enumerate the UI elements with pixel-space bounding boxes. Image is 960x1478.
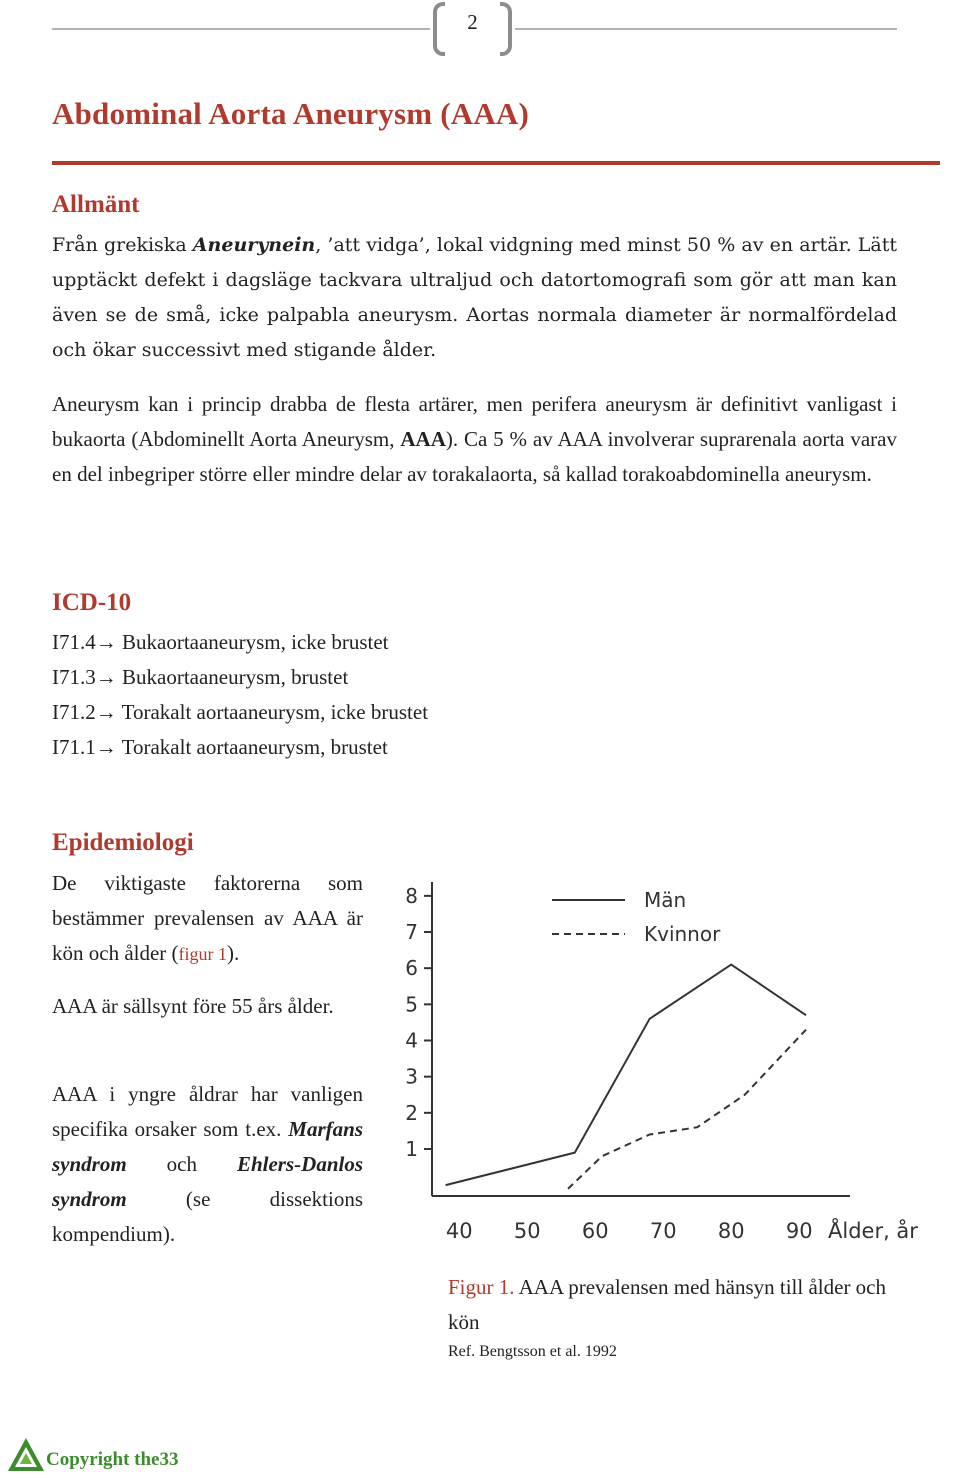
x-tick-label: 70 <box>649 1219 677 1243</box>
icd-item <box>52 700 428 725</box>
y-tick-label: 6 <box>405 956 418 981</box>
x-tick-label: 90 <box>785 1219 813 1243</box>
series-line-kvinnor <box>568 1030 806 1189</box>
figure-label: Figur 1. <box>448 1275 515 1299</box>
arrow-right-icon: → <box>95 665 117 689</box>
legend-label: Män <box>644 888 687 912</box>
epidemiologi-paragraph-1 <box>52 866 363 972</box>
page-number-bracket-right <box>500 2 512 56</box>
x-tick-label: 50 <box>513 1219 541 1243</box>
header-rule-right <box>515 28 897 30</box>
icd-text: Bukaortaaneurysm, icke brustet <box>116 630 389 654</box>
text: (se dissektions kompendium). <box>52 1187 363 1246</box>
y-tick-label: 4 <box>405 1028 418 1053</box>
text: ). Ca 5 % av AAA involverar suprarenala aorta varav en del inbegriper större eller mindre delar av torakalaorta, så kallad torakoabdominella aneurysm. <box>52 427 897 486</box>
icd-code: I71.2 <box>52 700 96 724</box>
text: ). <box>227 941 240 965</box>
prevalence-chart <box>380 830 920 1260</box>
term-marfans: Marfans syndrom <box>52 1117 363 1176</box>
y-tick-label: 3 <box>405 1064 418 1089</box>
icd-text: Bukaortaaneurysm, brustet <box>116 665 349 689</box>
allmant-paragraph-1 <box>52 228 897 368</box>
text: Aneurysm kan i princip drabba de flesta artärer, men perifera aneurysm är definitivt vanligast i bukaorta (Abdominellt Aorta Aneurysm, <box>52 392 897 451</box>
icd-item <box>52 665 348 690</box>
text: , ’att vidga’, lokal vidgning med minst 50 % av en artär. Lätt upptäckt defekt i dagsläge tackvara ultraljud och datortomografi som gör att man kan även se de små, icke palpabla aneurysm. Aortas normala diameter är normalfördelad och ökar successivt med stigande ålder. <box>52 234 897 361</box>
y-tick-label: 1 <box>405 1136 418 1161</box>
text: AAA i yngre åldrar har vanligen specifika orsaker som t.ex. <box>52 1082 363 1141</box>
page-title: Abdominal Aorta Aneurysm (AAA) <box>52 96 530 131</box>
page-number-bracket-left <box>433 2 445 56</box>
epidemiologi-paragraph-2: AAA är sällsynt före 55 års ålder. <box>52 994 334 1018</box>
x-tick-label: 60 <box>581 1219 609 1243</box>
arrow-right-icon: → <box>95 735 117 759</box>
allmant-paragraph-2 <box>52 387 897 492</box>
legend-label: Kvinnor <box>644 922 721 946</box>
figure-reference: figur 1 <box>178 944 228 964</box>
y-tick-label: 2 <box>405 1100 418 1125</box>
icd-code: I71.3 <box>52 665 96 689</box>
arrow-right-icon: → <box>95 630 117 654</box>
icd-item <box>52 630 389 655</box>
section-heading-allmant: Allmänt <box>52 191 140 218</box>
term-ehlers-danlos: Ehlers-Danlos syndrom <box>52 1152 363 1211</box>
header-rule-left <box>52 28 430 30</box>
copyright-text: Copyright the33 <box>46 1449 179 1470</box>
figure-reference-citation: Ref. Bengtsson et al. 1992 <box>448 1343 617 1360</box>
term-aneurynein: Aneurynein <box>192 234 316 256</box>
icd-item <box>52 735 388 760</box>
x-tick-label: 80 <box>717 1219 745 1243</box>
abbr-aaa: AAA <box>400 427 446 451</box>
logo-icon <box>6 1436 46 1474</box>
text: De viktigaste faktorerna som bestämmer prevalensen av AAA är kön och ålder ( <box>52 871 363 965</box>
title-rule <box>52 161 940 165</box>
text: Från grekiska <box>52 234 193 256</box>
page-number: 2 <box>467 10 478 34</box>
y-tick-label: 7 <box>405 920 418 945</box>
figure-caption <box>448 1270 888 1340</box>
y-tick-label: 5 <box>405 992 418 1017</box>
x-axis-label: Ålder, år <box>828 1219 918 1243</box>
y-tick-label: 8 <box>405 883 418 908</box>
icd-code: I71.4 <box>52 630 96 654</box>
text: och <box>126 1152 237 1176</box>
section-heading-icd10: ICD-10 <box>52 589 132 616</box>
section-heading-epidemiologi: Epidemiologi <box>52 829 194 856</box>
arrow-right-icon: → <box>95 700 117 724</box>
icd-text: Torakalt aortaaneurysm, icke brustet <box>116 700 429 724</box>
series-line-man <box>446 965 806 1186</box>
icd-text: Torakalt aortaaneurysm, brustet <box>116 735 388 759</box>
x-tick-label: 40 <box>445 1219 473 1243</box>
icd-code: I71.1 <box>52 735 96 759</box>
figure-caption-text: AAA prevalensen med hänsyn till ålder och kön <box>448 1275 887 1334</box>
epidemiologi-paragraph-3 <box>52 1077 363 1252</box>
